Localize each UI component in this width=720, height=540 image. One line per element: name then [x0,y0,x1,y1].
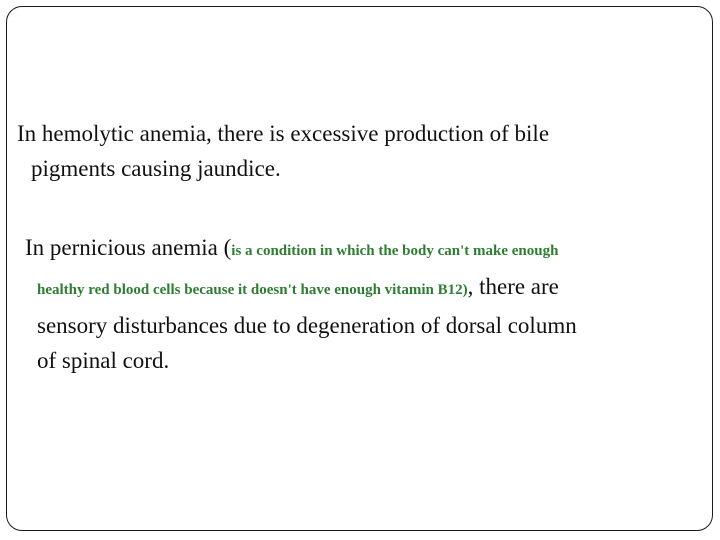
paragraph2-line3: sensory disturbances due to degeneration of dorsal column [37,313,577,338]
paragraph-pernicious-anemia [25,230,577,378]
paragraph2-after-note: , there are [467,274,559,299]
paragraph2-line2 [25,269,577,308]
paragraph-hemolytic-anemia [17,116,549,186]
pernicious-anemia-definition-part2: healthy red blood cells because it doesn't have enough vitamin B12) [37,282,468,298]
paragraph1-line1: In hemolytic anemia, there is excessive production of bile [17,121,550,146]
paragraph2-line1 [25,230,577,269]
paragraph2-line4: of spinal cord. [37,348,170,373]
pernicious-anemia-definition-part1: is a condition in which the body can't make enough [231,243,559,259]
paragraph2-lead: In pernicious anemia ( [25,235,232,260]
paragraph1-line2: pigments causing jaundice. [31,156,281,181]
slide-frame [6,6,713,531]
